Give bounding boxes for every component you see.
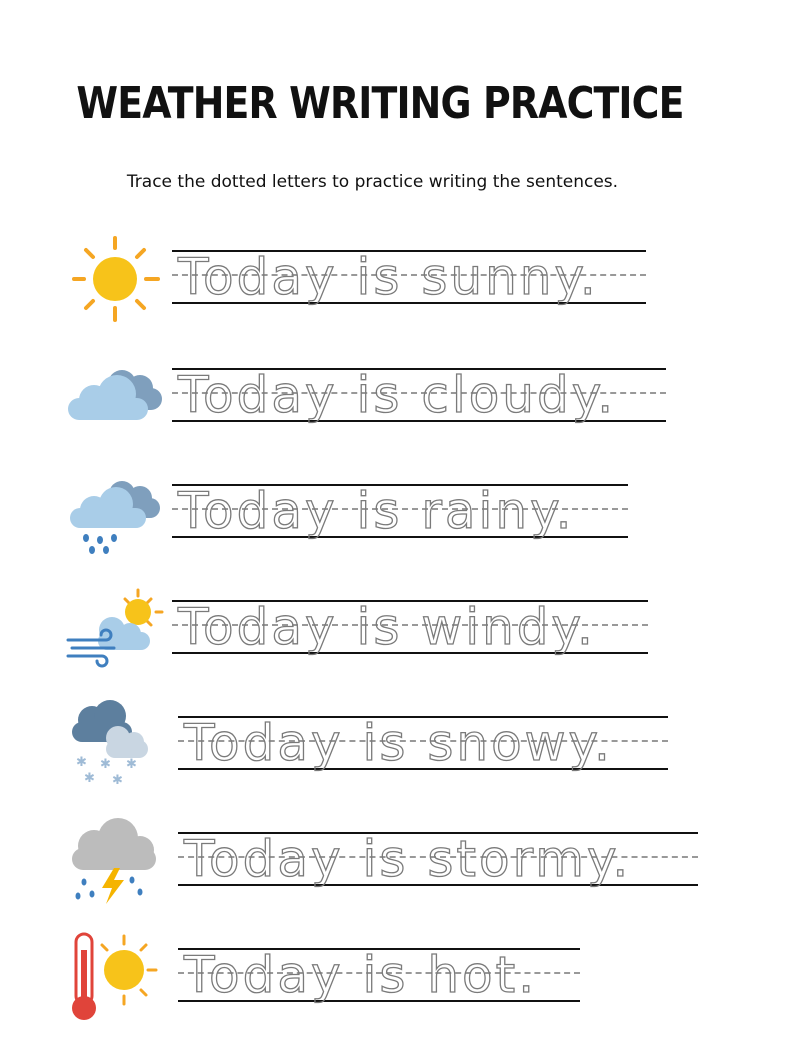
practice-row-cloudy xyxy=(0,350,794,450)
trace-sentence[interactable]: Today is snowy. xyxy=(184,714,613,772)
trace-sentence[interactable]: Today is stormy. xyxy=(184,830,632,888)
tracing-lines xyxy=(172,368,666,432)
tracing-lines xyxy=(178,832,698,896)
practice-row-sunny xyxy=(0,232,794,332)
practice-row-snowy xyxy=(0,698,794,798)
trace-sentence[interactable]: Today is windy. xyxy=(178,598,596,656)
sun-icon xyxy=(62,232,172,327)
svg-text:✱: ✱ xyxy=(112,773,123,788)
svg-text:✱: ✱ xyxy=(76,755,87,770)
trace-sentence[interactable]: Today is rainy. xyxy=(178,482,575,540)
thermometer-sun-icon xyxy=(62,930,172,1025)
tracing-lines xyxy=(172,484,628,548)
practice-row-windy xyxy=(0,582,794,682)
rain-cloud-icon xyxy=(62,466,172,561)
tracing-lines xyxy=(178,948,580,1012)
wind-icon xyxy=(62,582,172,677)
svg-text:✱: ✱ xyxy=(100,757,111,772)
tracing-lines xyxy=(172,250,646,314)
practice-row-hot xyxy=(0,930,794,1030)
trace-sentence[interactable]: Today is sunny. xyxy=(178,248,599,306)
page-title: WEATHER WRITING PRACTICE xyxy=(76,78,684,129)
snow-cloud-icon xyxy=(62,698,172,793)
practice-row-stormy xyxy=(0,814,794,914)
svg-text:✱: ✱ xyxy=(84,771,95,786)
practice-row-rainy xyxy=(0,466,794,566)
storm-cloud-icon xyxy=(62,814,172,909)
trace-sentence[interactable]: Today is hot. xyxy=(184,946,538,1004)
cloud-icon xyxy=(62,350,172,445)
svg-text:✱: ✱ xyxy=(126,757,137,772)
trace-sentence[interactable]: Today is cloudy. xyxy=(178,366,617,424)
tracing-lines xyxy=(172,600,648,664)
instructions: Trace the dotted letters to practice writing the sentences. xyxy=(126,172,619,192)
tracing-lines xyxy=(178,716,668,780)
